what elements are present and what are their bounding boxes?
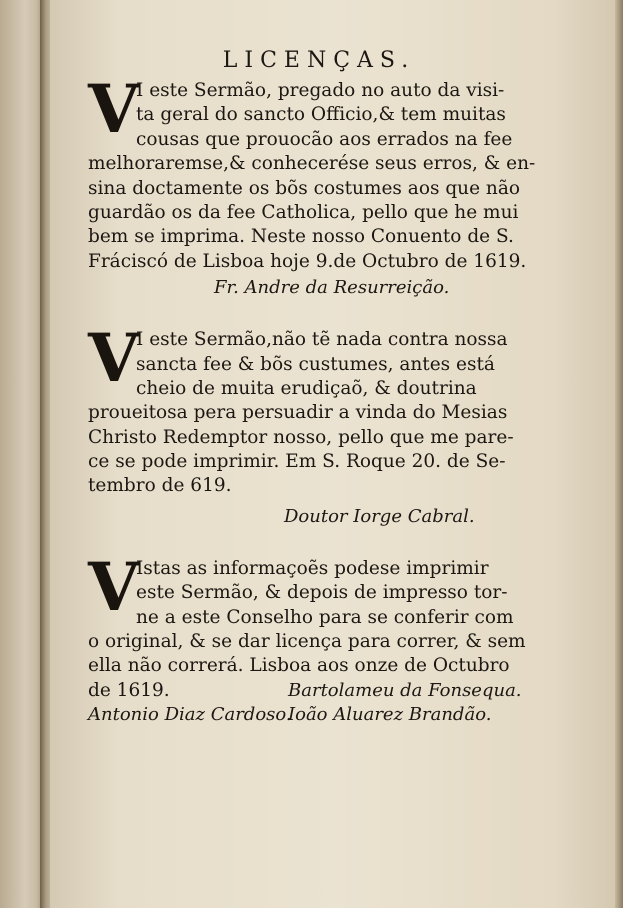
signature: Doutor Iorge Cabral. [284, 505, 475, 527]
signature: Ioão Aluarez Brandão. [288, 704, 492, 726]
drop-cap: V [88, 547, 140, 626]
text-line: ce se pode imprimir. Em S. Roque 20. de Se- [88, 451, 506, 473]
signature: Fr. Andre da Resurreição. [214, 277, 450, 299]
license-block-2 [88, 319, 538, 529]
text-line: bem se imprima. Neste nosso Conuento de S. [88, 226, 514, 248]
drop-cap: V [88, 70, 140, 148]
text-line: o original, & se dar licença para correr, & sem [88, 631, 526, 653]
text-line: este Sermão, & depois de impresso tor- [136, 582, 508, 604]
text-line: cheio de muita erudiçaõ, & doutrina [136, 377, 477, 399]
license-block-1 [88, 70, 538, 300]
text-line: tembro de 619. [88, 475, 232, 497]
text-line: Christo Redemptor nosso, pello que me pare- [88, 426, 514, 448]
text-line: melhoraremse,& conhecerése seus erros, & en- [88, 153, 536, 175]
page-edge [615, 0, 623, 908]
text-line: I este Sermão, pregado no auto da visi- [136, 80, 505, 101]
text-line: de 1619. [88, 679, 170, 701]
page-text [88, 48, 538, 757]
license-block-3 [88, 547, 538, 729]
text-line: ne a este Conselho para se conferir com [136, 606, 514, 628]
text-line: Istas as informaçoẽs podese imprimir [136, 557, 489, 579]
text-line: I este Sermão,não tẽ nada contra nossa [136, 329, 508, 351]
text-line: sina doctamente os bõs costumes aos que não [88, 177, 520, 199]
drop-cap: V [88, 319, 140, 398]
text-line: ta geral do sancto Officio,& tem muitas [136, 104, 506, 126]
signature: Antonio Diaz Cardoso. [88, 704, 292, 726]
signature: Bartolameu da Fonsequa. [288, 679, 522, 701]
text-line: proueitosa pera persuadir a vinda do Mesias [88, 402, 508, 424]
page-title: LICENÇAS. [222, 48, 416, 73]
text-line: Fráciscó de Lisboa hoje 9.de Octubro de 1619. [88, 250, 527, 272]
text-line-with-signature [88, 679, 538, 703]
signature-row [88, 703, 538, 729]
text-line: sancta fee & bõs custumes, antes está [136, 353, 495, 375]
text-line: cousas que prouocão aos errados na fee [136, 128, 513, 150]
text-line: guardão os da fee Catholica, pello que he mui [88, 201, 519, 223]
text-line: ella não correrá. Lisboa aos onze de Octubro [88, 655, 510, 677]
